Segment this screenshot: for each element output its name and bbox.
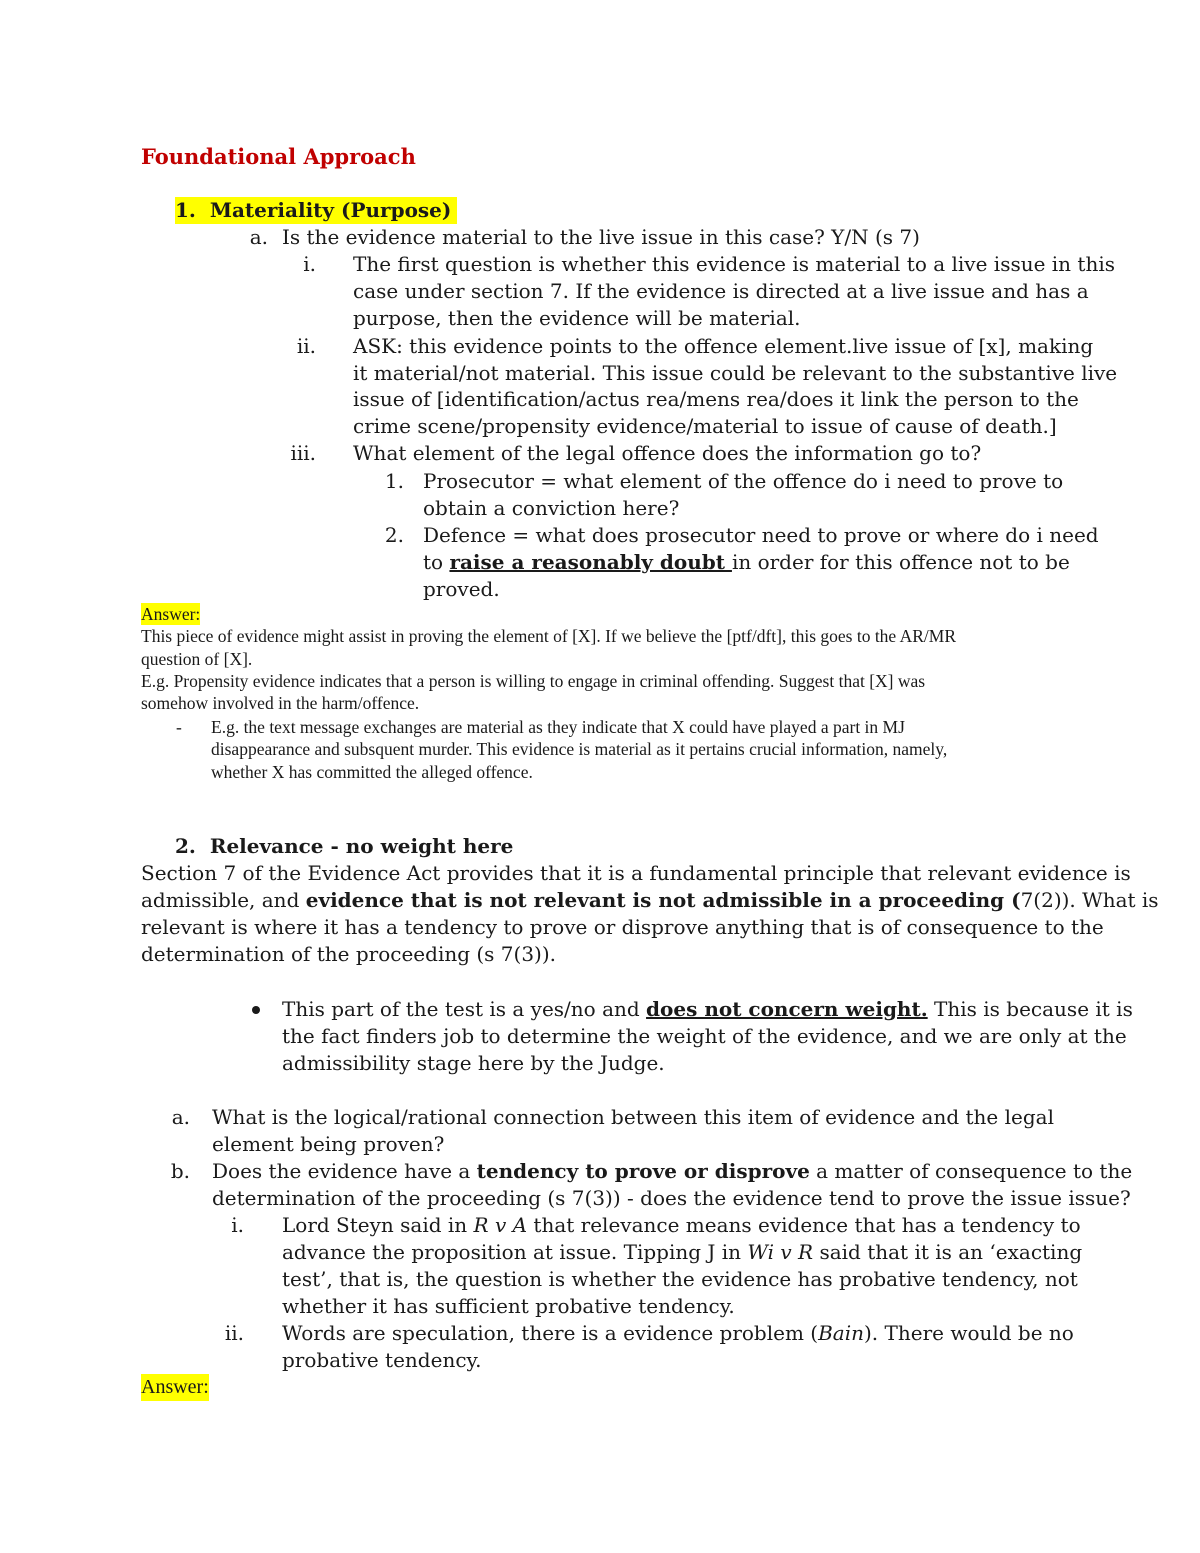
list-marker: iii.	[290, 441, 316, 465]
list-item-line: test’, that is, the question is whether the evidence has probative tendency, not	[282, 1267, 1078, 1291]
list-item	[212, 1158, 1132, 1185]
answer-text: This piece of evidence might assist in proving the element of [X]. If we believe the [ptf/dft], this goes to the AR/MR	[141, 626, 957, 646]
list-item-line	[282, 1239, 1082, 1266]
list-item: ASK: this evidence points to the offence element.live issue of [x], making	[353, 334, 1094, 358]
case-name: Wi v R	[747, 1240, 814, 1264]
list-item: What is the logical/rational connection between this item of evidence and the legal	[212, 1105, 1054, 1129]
list-item-line: purpose, then the evidence will be material.	[353, 306, 801, 330]
emphasis-text: tendency to prove or disprove	[476, 1159, 810, 1183]
answer-text: E.g. Propensity evidence indicates that a person is willing to engage in criminal offending. Suggest that [X] was	[141, 671, 926, 691]
section-2-number: 2.	[175, 834, 196, 858]
list-item: The first question is whether this evidence is material to a live issue in this	[353, 252, 1116, 276]
dash-marker: -	[176, 717, 182, 737]
section-2-heading	[175, 833, 513, 860]
list-marker: i.	[231, 1213, 244, 1237]
list-item-line: proved.	[423, 577, 500, 601]
list-item-line: probative tendency.	[282, 1348, 482, 1372]
bullet-item	[282, 996, 1133, 1023]
list-item	[282, 1212, 1081, 1239]
list-marker: 2.	[384, 523, 404, 547]
text-run: said that it is an ‘exacting	[813, 1240, 1083, 1264]
list-marker: ii.	[296, 334, 316, 358]
list-item-line: issue of [identification/actus rea/mens rea/does it link the person to the	[353, 387, 1079, 411]
text-run: in order for this offence not to be	[731, 550, 1070, 574]
list-item-line: determination of the proceeding (s 7(3)) - does the evidence tend to prove the issue issue?	[212, 1186, 1131, 1210]
answer-label: Answer:	[141, 1374, 209, 1401]
answer-text: whether X has committed the alleged offence.	[211, 762, 533, 782]
emphasis-text: raise a reasonably doubt	[449, 550, 732, 574]
list-marker: ii.	[224, 1321, 244, 1345]
text-run: Words are speculation, there is a evidence problem (	[282, 1321, 819, 1345]
paragraph-line: determination of the proceeding (s 7(3)).	[141, 942, 557, 966]
section-2-title: Relevance - no weight here	[209, 834, 514, 858]
text-run: Does the evidence have a	[212, 1159, 477, 1183]
text-run: advance the proposition at issue. Tipping J in	[282, 1240, 748, 1264]
section-1-number: 1.	[175, 198, 196, 222]
list-item-line: it material/not material. This issue could be relevant to the substantive live	[353, 361, 1118, 385]
answer-text: E.g. the text message exchanges are material as they indicate that X could have played a part in MJ	[211, 717, 905, 737]
text-run: Lord Steyn said in	[282, 1213, 474, 1237]
text-run: admissible, and	[141, 888, 306, 912]
list-item: Defence = what does prosecutor need to prove or where do i need	[423, 523, 1099, 547]
answer-text: somehow involved in the harm/offence.	[141, 693, 420, 713]
text-run: ). There would be no	[864, 1321, 1074, 1345]
emphasis-text: evidence that is not relevant is not admissible in a proceeding (	[305, 888, 1021, 912]
text-run: a matter of consequence to the	[809, 1159, 1133, 1183]
text-run: to	[423, 550, 450, 574]
list-item-line: case under section 7. If the evidence is directed at a live issue and has a	[353, 279, 1089, 303]
paragraph-line: Section 7 of the Evidence Act provides that it is a fundamental principle that relevant evidence is	[141, 861, 1131, 885]
list-marker: a.	[171, 1105, 190, 1129]
list-item: Is the evidence material to the live issue in this case? Y/N (s 7)	[282, 225, 920, 249]
bullet-icon	[252, 1006, 260, 1014]
text-run: This is because it is	[927, 997, 1133, 1021]
section-1-heading	[175, 197, 457, 224]
list-item	[282, 1320, 1074, 1347]
answer-text: disappearance and subsquent murder. This evidence is material as it pertains crucial information, namely,	[211, 739, 948, 759]
text-run: 7(2)). What is	[1020, 888, 1159, 912]
list-item-line: element being proven?	[212, 1132, 445, 1156]
list-item: What element of the legal offence does the information go to?	[353, 441, 982, 465]
case-name: R v A	[473, 1213, 528, 1237]
text-run: that relevance means evidence that has a tendency to	[527, 1213, 1081, 1237]
list-item-line: whether it has sufficient probative tendency.	[282, 1294, 735, 1318]
bullet-item-line: admissibility stage here by the Judge.	[282, 1051, 665, 1075]
answer-label: Answer:	[141, 604, 201, 624]
list-marker: a.	[249, 225, 268, 249]
section-1-title: Materiality (Purpose)	[209, 198, 452, 222]
emphasis-text: does not concern weight.	[646, 997, 928, 1021]
paragraph-line	[141, 887, 1159, 914]
list-marker: b.	[170, 1159, 190, 1183]
list-item-line: obtain a conviction here?	[423, 496, 680, 520]
case-name: Bain	[818, 1321, 864, 1345]
bullet-item-line: the fact finders job to determine the weight of the evidence, and we are only at the	[282, 1024, 1127, 1048]
list-item: Prosecutor = what element of the offence do i need to prove to	[423, 469, 1064, 493]
page-title: Foundational Approach	[141, 144, 416, 169]
text-run: This part of the test is a yes/no and	[282, 997, 647, 1021]
list-item-line	[423, 549, 1070, 576]
paragraph-line: relevant is where it has a tendency to prove or disprove anything that is of consequence to the	[141, 915, 1104, 939]
answer-text: question of [X].	[141, 649, 253, 669]
list-item-line: crime scene/propensity evidence/material to issue of cause of death.]	[353, 414, 1057, 438]
list-marker: 1.	[384, 469, 404, 493]
list-marker: i.	[303, 252, 316, 276]
